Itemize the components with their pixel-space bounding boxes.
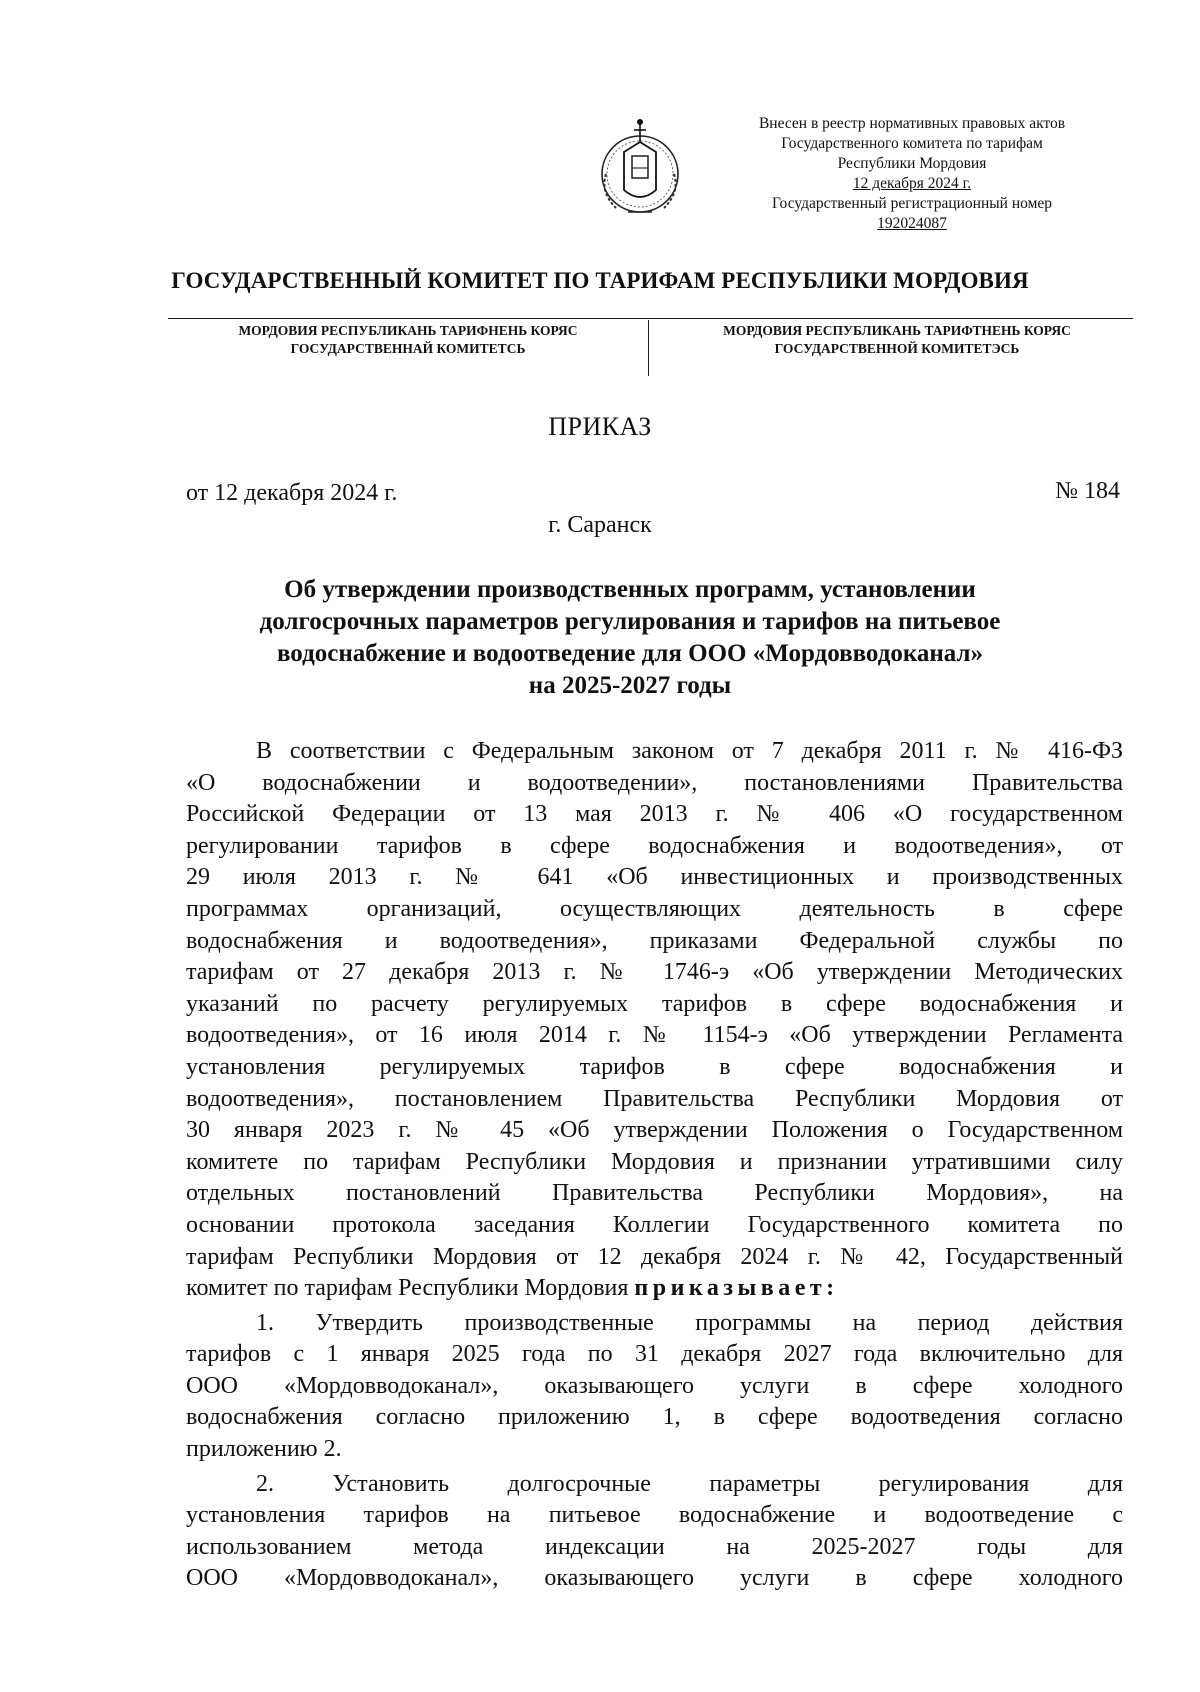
body-line: В соответствии с Федеральным законом от 7 декабря 2011 г. № 416-ФЗ	[256, 738, 1123, 764]
order-number: № 184	[1055, 478, 1120, 504]
body-line: 2. Установить долгосрочные параметры регулирования для	[256, 1470, 1123, 1497]
subject-line: Об утверждении производственных программ, установлении	[284, 576, 976, 603]
body-line: программах организаций, осуществляющих деятельность в сфере	[186, 895, 1123, 922]
body-line-prefix: комитет по тарифам Республики Мордовия	[186, 1275, 635, 1302]
body-line: ООО «Мордовводоканал», оказывающего услуги в сфере холодного	[186, 1372, 1123, 1399]
registry-line-3: Республики Мордовия	[837, 155, 987, 172]
subject-line: на 2025-2027 годы	[528, 672, 732, 699]
subject-line: водоснабжение и водоотведение для ООО «Мордовводоканал»	[276, 640, 984, 667]
registry-stamp	[712, 114, 1112, 234]
body-line: тарифам Республики Мордовия от 12 декабря 2024 г. № 42, Государственный	[186, 1243, 1123, 1270]
header-left-line-1: МОРДОВИЯ РЕСПУБЛИКАНЬ ТАРИФНЕНЬ КОРЯС	[238, 323, 578, 338]
header-right-line-1: МОРДОВИЯ РЕСПУБЛИКАНЬ ТАРИФТНЕНЬ КОРЯС	[723, 323, 1071, 338]
order-date: от 12 декабря 2024 г.	[186, 480, 398, 506]
body-line: комитете по тарифам Республики Мордовия и признании утратившими силу	[186, 1148, 1123, 1175]
header-right-block	[662, 322, 1132, 358]
header-divider	[168, 318, 1133, 319]
registry-line-2: Государственного комитета по тарифам	[781, 135, 1043, 152]
body-line: водоотведения», от 16 июля 2014 г. № 1154-э «Об утверждении Регламента	[186, 1022, 1123, 1049]
coat-of-arms-emblem	[594, 112, 686, 224]
body-line: ООО «Мордовводоканал», оказывающего услуги в сфере холодного	[186, 1565, 1123, 1592]
subject-line: долгосрочных параметров регулирования и тарифов на питьевое	[259, 608, 1001, 635]
organization-title: ГОСУДАРСТВЕННЫЙ КОМИТЕТ ПО ТАРИФАМ РЕСПУБЛИКИ МОРДОВИЯ	[171, 268, 1029, 293]
body-line: указаний по расчету регулируемых тарифов в сфере водоснабжения и	[186, 990, 1123, 1017]
body-line: основании протокола заседания Коллегии Государственного комитета по	[186, 1211, 1123, 1238]
order-body	[186, 736, 1123, 1595]
body-line: «О водоснабжении и водоотведении», постановлениями Правительства	[186, 769, 1123, 796]
body-line: использованием метода индексации на 2025-2027 годы для	[186, 1533, 1123, 1560]
order-title: ПРИКАЗ	[548, 412, 652, 441]
body-line: установления регулируемых тарифов в сфере водоснабжения и	[186, 1053, 1123, 1080]
header-right-line-2: ГОСУДАРСТВЕННОЙ КОМИТЕТЭСЬ	[774, 341, 1020, 356]
body-line: регулировании тарифов в сфере водоснабжения и водоотведения», от	[186, 832, 1123, 859]
body-line: приложению 2.	[186, 1436, 342, 1463]
body-line	[186, 1273, 1123, 1305]
body-line: Российской Федерации от 13 мая 2013 г. № 406 «О государственном	[186, 801, 1123, 828]
body-line: 30 января 2023 г. № 45 «Об утверждении Положения о Государственном	[186, 1117, 1123, 1144]
body-line: отдельных постановлений Правительства Республики Мордовия», на	[186, 1180, 1123, 1207]
body-line: установления тарифов на питьевое водоснабжение и водоотведение с	[186, 1502, 1123, 1529]
registry-line-5: Государственный регистрационный номер	[771, 195, 1053, 212]
body-line: водоотведения», постановлением Правительства Республики Мордовия от	[186, 1085, 1123, 1112]
body-line: тарифов с 1 января 2025 года по 31 декабря 2027 года включительно для	[186, 1341, 1123, 1368]
registry-line-1: Внесен в реестр нормативных правовых актов	[758, 115, 1066, 132]
header-left-block	[188, 322, 628, 358]
header-vertical-divider	[648, 320, 649, 376]
orders-keyword: приказывает:	[634, 1275, 839, 1302]
order-subject	[200, 574, 1060, 702]
body-line: водоснабжения согласно приложению 1, в сфере водоотведения согласно	[186, 1404, 1123, 1431]
header-left-line-2: ГОСУДАРСТВЕННАЙ КОМИТЕТСЬ	[290, 341, 526, 356]
body-line: тарифам от 27 декабря 2013 г. № 1746-э «Об утверждении Методических	[186, 959, 1123, 986]
registry-date: 12 декабря 2024 г.	[852, 175, 972, 192]
body-line: 1. Утвердить производственные программы на период действия	[256, 1309, 1123, 1336]
registry-number: 192024087	[877, 215, 947, 232]
body-line: водоснабжения и водоотведения», приказами Федеральной службы по	[186, 927, 1123, 954]
body-line: 29 июля 2013 г. № 641 «Об инвестиционных и производственных	[186, 864, 1123, 891]
order-city: г. Саранск	[548, 512, 652, 538]
